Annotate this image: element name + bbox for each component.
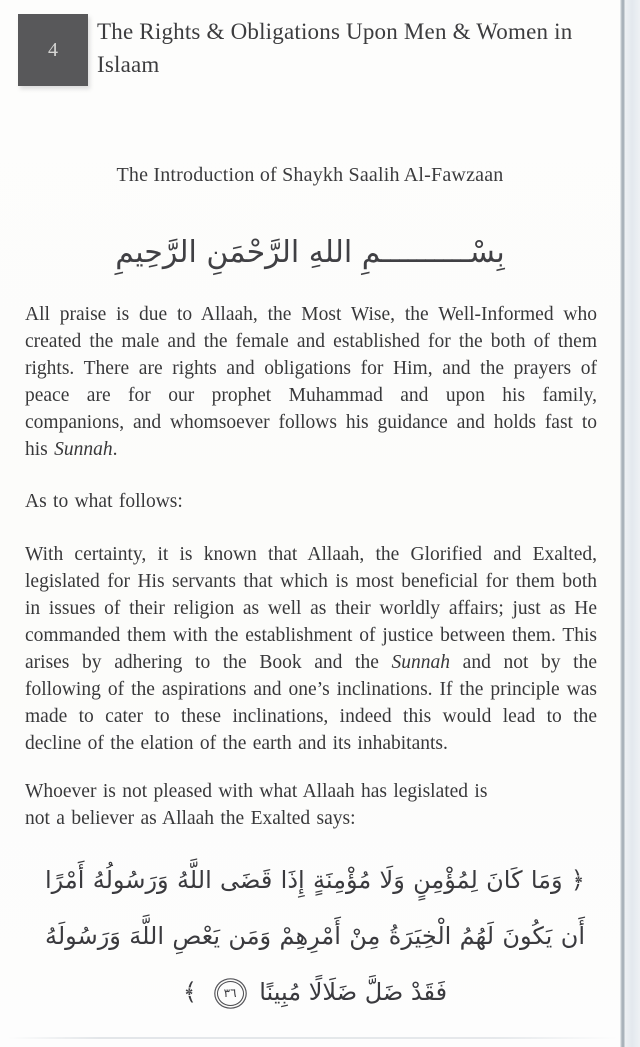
basmala-calligraphy: بِسْــــــــــمِ اللهِ الرَّحْمَنِ الرَّحِيمِ bbox=[115, 235, 505, 270]
scanned-page-edge bbox=[620, 0, 640, 1047]
paragraph-certainty bbox=[25, 541, 597, 757]
ayah-number: ٣٦ bbox=[223, 986, 237, 1000]
scan-artifact-line bbox=[8, 1037, 618, 1039]
quran-verse-33-36 bbox=[45, 852, 585, 1020]
paragraph-certainty-start: With certainty, it is known that Allaah, the Glorified and Exalted, legislated for His servants that which is most beneficial for them both in issues of their religion as well as their worldly affairs; just as He commanded them with the establishment of justice between them. This arises by adhering to the Book and the bbox=[25, 544, 597, 673]
page-number-box bbox=[18, 14, 88, 86]
paragraph-praise-period: . bbox=[112, 439, 118, 460]
sunnah-italic: Sunnah bbox=[391, 652, 451, 673]
ayah-number-medallion bbox=[217, 981, 244, 1006]
section-heading: The Introduction of Shaykh Saalih Al-Fawzaan bbox=[116, 164, 504, 186]
verse-closing-bracket: ﴾ bbox=[182, 978, 197, 1006]
paragraph-whoever: Whoever is not pleased with what Allaah has legislated is not a believer as Allaah the Exalted says: bbox=[25, 781, 488, 829]
book-title: The Rights & Obligations Upon Men & Women in Islaam bbox=[97, 19, 573, 77]
page-number: 4 bbox=[48, 38, 58, 61]
paragraph-as-to-what-follows: As to what follows: bbox=[25, 491, 183, 512]
paragraph-praise bbox=[25, 301, 597, 463]
quran-verse-arabic-text: ﴿ وَمَا كَانَ لِمُؤْمِنٍ وَلَا مُؤْمِنَةٍ إِذَا قَضَى اللَّهُ وَرَسُولُهُ أَمْرًا أَن يَكُونَ لَهُمُ الْخِيَرَةُ مِنْ أَمْرِهِمْ وَمَن يَعْصِ اللَّهَ وَرَسُولَهُ فَقَدْ ضَلَّ ضَلَالًا مُبِينًا bbox=[45, 866, 585, 1006]
paragraph-praise-text: All praise is due to Allaah, the Most Wise, the Well-Informed who created the male and the female and established for the both of them rights. There are rights and obligations for Him, and the prayers of peace are for our prophet Muhammad and upon his family, companions, and whomsoever follows his guidance and holds fast to his bbox=[25, 304, 597, 460]
paragraph-certainty-end: and not by the following of the aspirations and one’s inclinations. If the principle was made to cater to these inclinations, indeed this would lead to the decline of the elation of the earth and its inhabitants. bbox=[25, 652, 597, 754]
sunnah-italic: Sunnah bbox=[54, 439, 113, 460]
page-header bbox=[18, 14, 597, 86]
